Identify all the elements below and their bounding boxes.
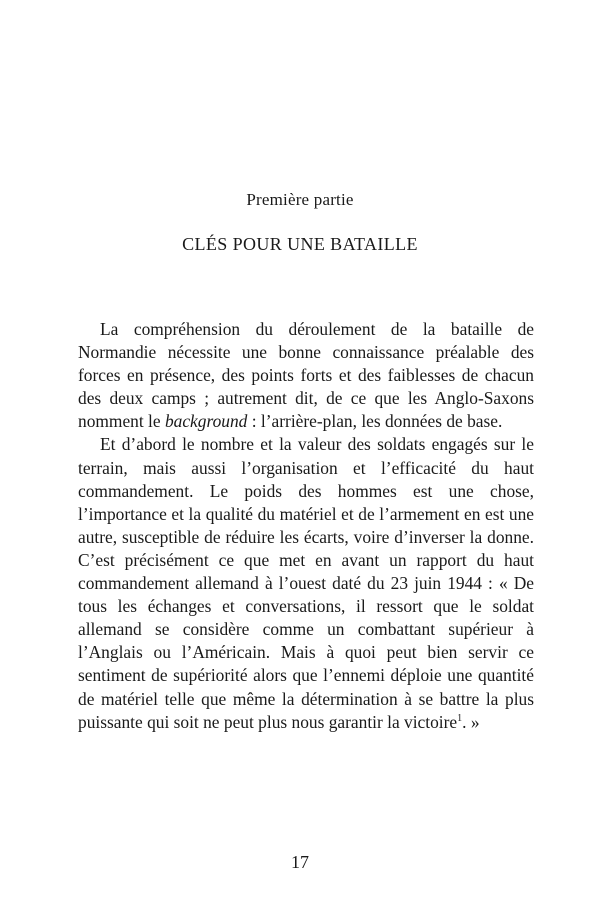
paragraph-text: La compréhension du déroulement de la bataille de Normandie nécessite une bonne connaissance préalable des forces en présence, des points forts et des faiblesses de chacun des deux camps ; autrement dit, de ce que les Anglo-Saxons nomment le [78, 319, 534, 432]
paragraph-text: Et d’abord le nombre et la valeur des soldats engagés sur le terrain, mais aussi l’organisation et l’efficacité du haut commandement. Le poids des hommes est une chose, l’importance et la qualité du matériel et de l’armement en est une autre, susceptible de réduire les écarts, voire d’inverser la donne. C’est précisément ce que met en avant un rapport du haut commandement allemand à l’ouest daté du 23 juin 1944 : « De tous les échanges et conversations, il ressort que le soldat allemand se considère comme un combattant supérieur à l’Anglais ou l’Américain. Mais à quoi peut bien servir ce sentiment de supériorité alors que l’ennemi déploie une quantité de matériel telle que même la détermination à se battre la plus puissante qui soit ne peut plus nous garantir la victoire [78, 434, 534, 732]
page-number: 17 [291, 852, 309, 872]
footnote-reference: 1 [457, 712, 463, 724]
paragraph [78, 318, 534, 433]
chapter-title: CLÉS POUR UNE BATAILLE [182, 234, 418, 254]
paragraph [78, 433, 534, 733]
body-text [78, 318, 534, 734]
italic-term: background [164, 411, 248, 432]
paragraph-text: : l’arrière-plan, les données de base. [247, 411, 503, 432]
paragraph-text: . » [462, 711, 480, 732]
part-label: Première partie [246, 190, 354, 209]
